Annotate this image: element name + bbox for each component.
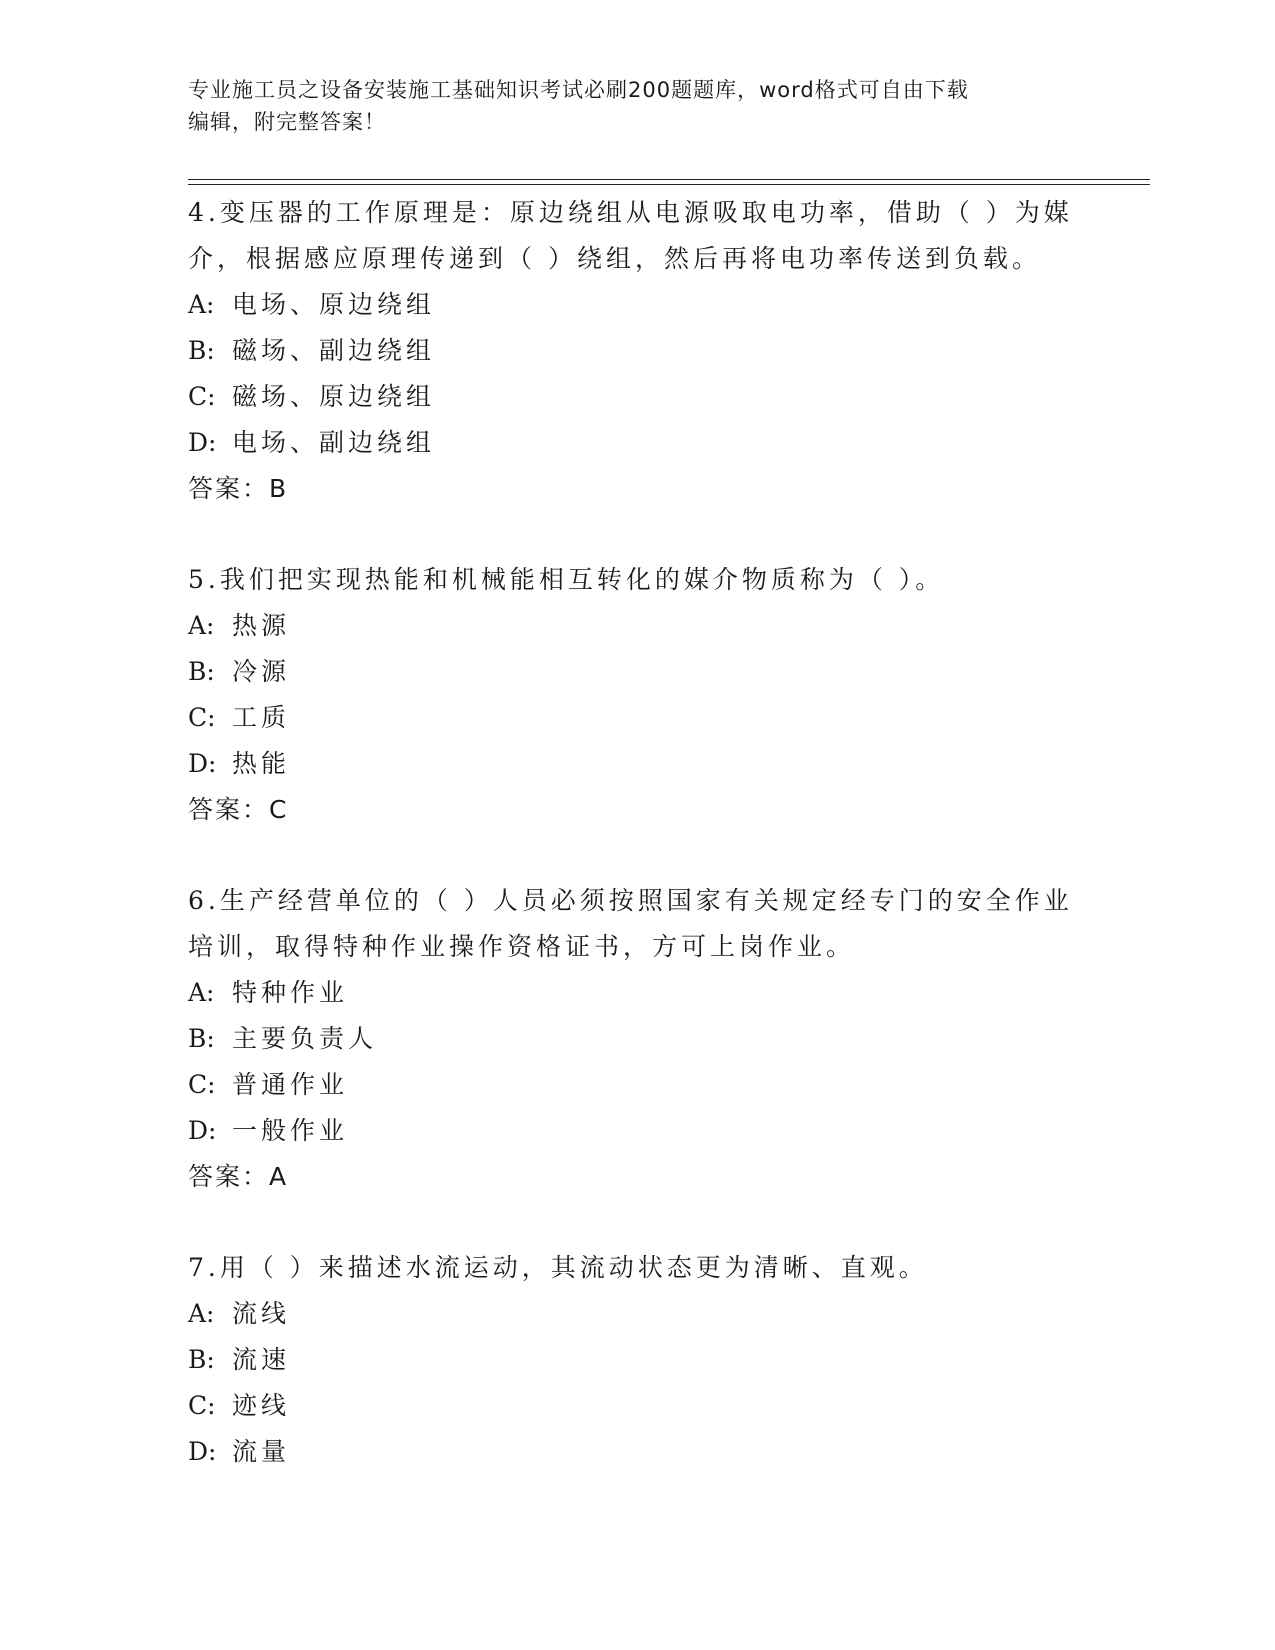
option-text: 主要负责人 (232, 1024, 378, 1053)
option-letter: D: (188, 1437, 217, 1466)
option-a (188, 970, 1088, 1016)
question-4 (188, 190, 1088, 512)
option-text: 普通作业 (232, 1070, 349, 1099)
option-letter: D: (188, 1116, 217, 1145)
option-letter: B: (188, 336, 215, 365)
option-letter: C: (188, 1070, 216, 1099)
option-b (188, 1337, 1088, 1383)
option-text: 磁场、副边绕组 (232, 336, 436, 365)
answer: 答案：C (188, 795, 289, 824)
option-letter: C: (188, 382, 216, 411)
option-text: 热能 (232, 749, 291, 778)
option-text: 工质 (232, 703, 291, 732)
option-letter: A: (188, 978, 215, 1007)
option-text: 特种作业 (232, 978, 349, 1007)
option-b (188, 328, 1088, 374)
header-divider-top (188, 179, 1150, 180)
question-text: 4.变压器的工作原理是：原边绕组从电源吸取电功率，借助（ ）为媒介，根据感应原理传递到（ ）绕组，然后再将电功率传送到负载。 (188, 198, 1073, 273)
option-text: 迹线 (232, 1391, 291, 1420)
option-c (188, 695, 1088, 741)
answer: 答案：A (188, 1162, 289, 1191)
question-text: 7.用（ ）来描述水流运动，其流动状态更为清晰、直观。 (188, 1253, 928, 1282)
option-c (188, 1383, 1088, 1429)
option-letter: A: (188, 290, 215, 319)
option-d (188, 741, 1088, 787)
option-a (188, 1291, 1088, 1337)
question-text: 6.生产经营单位的（ ）人员必须按照国家有关规定经专门的安全作业培训，取得特种作业操作资格证书，方可上岗作业。 (188, 886, 1073, 961)
option-d (188, 1108, 1088, 1154)
header-line-1: 专业施工员之设备安装施工基础知识考试必刷200题题库，word格式可自由下载 (188, 78, 969, 102)
header-divider-bottom (188, 184, 1150, 185)
question-list (188, 190, 1088, 1520)
question-6 (188, 878, 1088, 1200)
option-text: 电场、原边绕组 (232, 290, 436, 319)
option-letter: B: (188, 1024, 215, 1053)
option-text: 磁场、原边绕组 (232, 382, 436, 411)
option-letter: B: (188, 1345, 215, 1374)
option-letter: D: (188, 428, 217, 457)
header-line-2: 编辑，附完整答案！ (188, 110, 386, 134)
document-header (188, 74, 1078, 138)
option-d (188, 1429, 1088, 1475)
option-a (188, 282, 1088, 328)
option-text: 流速 (232, 1345, 291, 1374)
option-letter: A: (188, 611, 215, 640)
option-text: 流量 (232, 1437, 291, 1466)
option-c (188, 1062, 1088, 1108)
option-text: 流线 (232, 1299, 291, 1328)
option-c (188, 374, 1088, 420)
question-5 (188, 557, 1088, 833)
option-d (188, 420, 1088, 466)
option-letter: A: (188, 1299, 215, 1328)
option-text: 冷源 (232, 657, 291, 686)
option-b (188, 649, 1088, 695)
option-a (188, 603, 1088, 649)
option-b (188, 1016, 1088, 1062)
question-text: 5.我们把实现热能和机械能相互转化的媒介物质称为（ ）。 (188, 565, 945, 594)
answer: 答案：B (188, 474, 289, 503)
option-text: 电场、副边绕组 (232, 428, 436, 457)
question-7 (188, 1245, 1088, 1475)
option-letter: B: (188, 657, 215, 686)
option-letter: C: (188, 1391, 216, 1420)
option-letter: D: (188, 749, 217, 778)
option-text: 一般作业 (232, 1116, 349, 1145)
option-letter: C: (188, 703, 216, 732)
option-text: 热源 (232, 611, 291, 640)
